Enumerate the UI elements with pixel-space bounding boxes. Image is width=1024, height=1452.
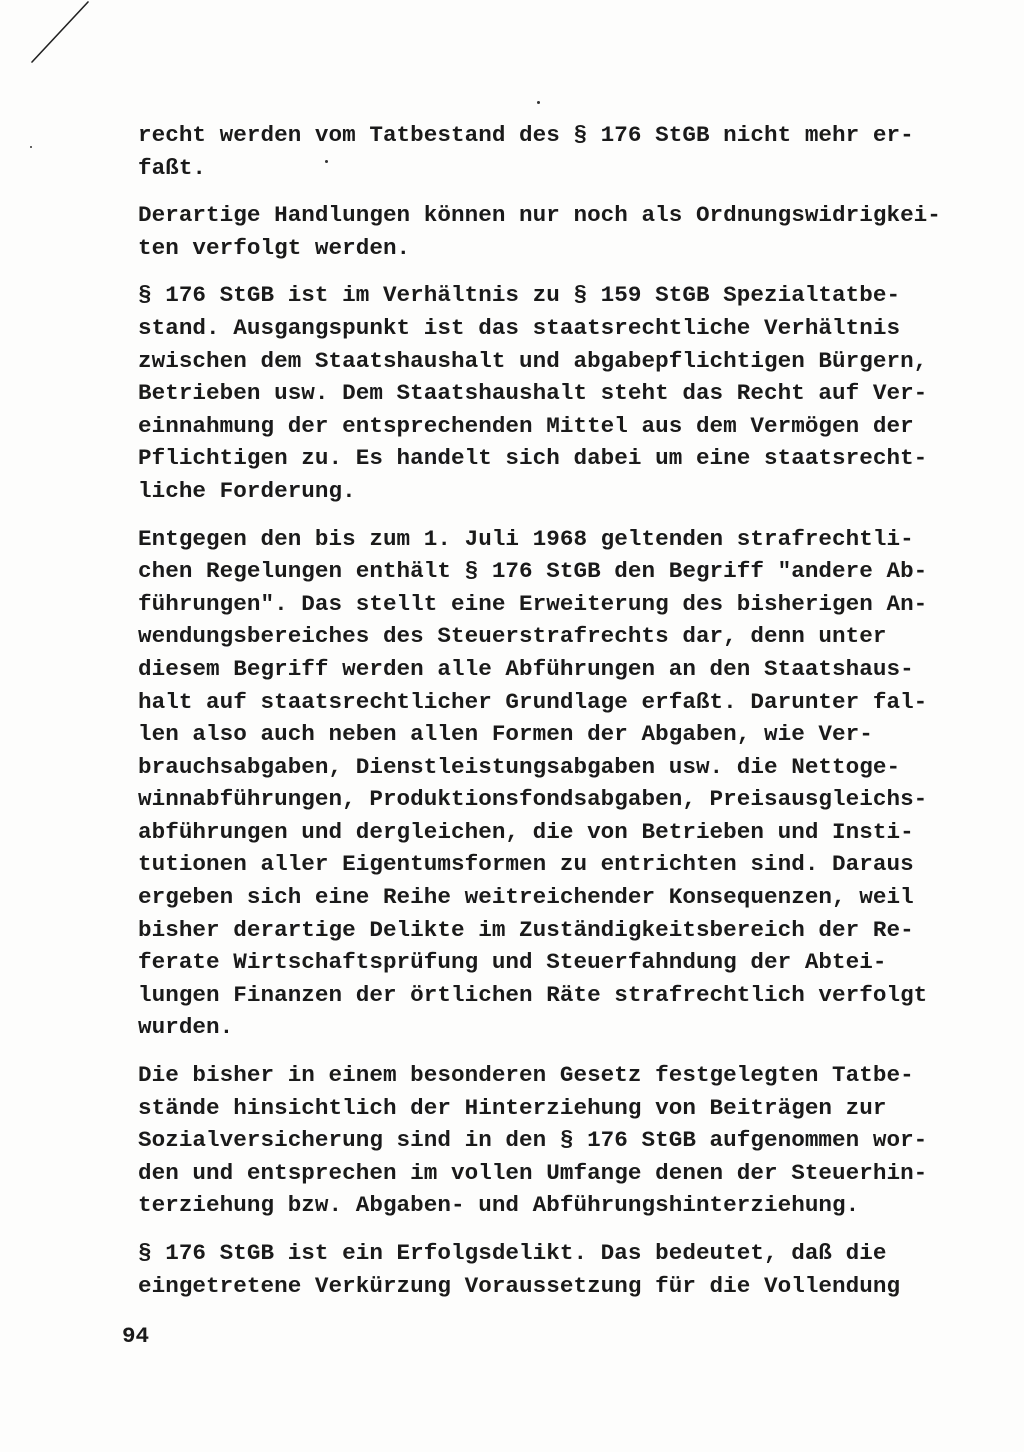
paragraph: [138, 199, 941, 264]
pen-stroke-mark: [28, 0, 98, 70]
text-line: chen Regelungen enthält § 176 StGB den Begriff "andere Ab-: [138, 558, 928, 585]
text-line: terziehung bzw. Abgaben- und Abführungshinterziehung.: [138, 1192, 860, 1219]
text-line: brauchsabgaben, Dienstleistungsabgaben usw. die Nettoge-: [138, 753, 901, 780]
text-line: faßt.: [138, 154, 207, 181]
text-line: ten verfolgt werden.: [138, 234, 411, 261]
text-line: winnabführungen, Produktionsfondsabgaben, Preisausgleichs-: [138, 786, 928, 813]
text-line: diesem Begriff werden alle Abführungen an den Staatshaus-: [138, 655, 914, 682]
body-text: [138, 119, 941, 1317]
text-line: Derartige Handlungen können nur noch als Ordnungswidrigkei-: [138, 202, 941, 229]
text-line: Entgegen den bis zum 1. Juli 1968 geltenden strafrechtli-: [138, 525, 914, 552]
text-line: Die bisher in einem besonderen Gesetz festgelegten Tatbe-: [138, 1062, 914, 1089]
text-line: recht werden vom Tatbestand des § 176 StGB nicht mehr er-: [138, 122, 914, 148]
text-line: lungen Finanzen der örtlichen Räte strafrechtlich verfolgt: [138, 981, 928, 1008]
paper-speck: [537, 101, 540, 104]
text-line: wendungsbereiches des Steuerstrafrechts dar, denn unter: [138, 623, 887, 650]
text-line: führungen". Das stellt eine Erweiterung des bisherigen An-: [138, 590, 928, 617]
paragraph: [138, 1237, 928, 1302]
paragraph: [138, 1059, 928, 1222]
text-line: zwischen dem Staatshaushalt und abgabepflichtigen Bürgern,: [138, 347, 928, 374]
paragraph: [138, 119, 928, 184]
text-line: den und entsprechen im vollen Umfange denen der Steuerhin-: [138, 1159, 928, 1186]
text-line: Sozialversicherung sind in den § 176 StGB aufgenommen wor-: [138, 1127, 928, 1154]
paper-speck: [30, 146, 32, 148]
text-line: stand. Ausgangspunkt ist das staatsrechtliche Verhältnis: [138, 314, 901, 341]
text-line: ergeben sich eine Reihe weitreichender Konsequenzen, weil: [138, 884, 914, 911]
text-line: Betrieben usw. Dem Staatshaushalt steht das Recht auf Ver-: [138, 380, 928, 407]
paragraph: [138, 523, 928, 1045]
page-number: 94: [122, 1323, 150, 1349]
paragraph: [138, 279, 928, 507]
text-line: bisher derartige Delikte im Zuständigkeitsbereich der Re-: [138, 916, 914, 943]
text-line: stände hinsichtlich der Hinterziehung von Beiträgen zur: [138, 1094, 887, 1121]
text-line: liche Forderung.: [138, 477, 356, 504]
text-line: ferate Wirtschaftsprüfung und Steuerfahndung der Abtei-: [138, 949, 887, 976]
text-line: § 176 StGB ist ein Erfolgsdelikt. Das bedeutet, daß die: [138, 1240, 887, 1266]
text-line: Pflichtigen zu. Es handelt sich dabei um eine staatsrecht-: [138, 445, 928, 472]
text-line: § 176 StGB ist im Verhältnis zu § 159 StGB Spezialtatbe-: [138, 282, 901, 309]
text-line: einnahmung der entsprechenden Mittel aus dem Vermögen der: [138, 412, 914, 439]
text-line: abführungen und dergleichen, die von Betrieben und Insti-: [138, 818, 914, 845]
text-line: halt auf staatsrechtlicher Grundlage erfaßt. Darunter fal-: [138, 688, 928, 715]
text-line: tutionen aller Eigentumsformen zu entrichten sind. Daraus: [138, 851, 914, 878]
text-line: wurden.: [138, 1014, 234, 1041]
text-line: len also auch neben allen Formen der Abgaben, wie Ver-: [138, 721, 873, 748]
text-line: eingetretene Verkürzung Voraussetzung für die Vollendung: [138, 1272, 901, 1299]
